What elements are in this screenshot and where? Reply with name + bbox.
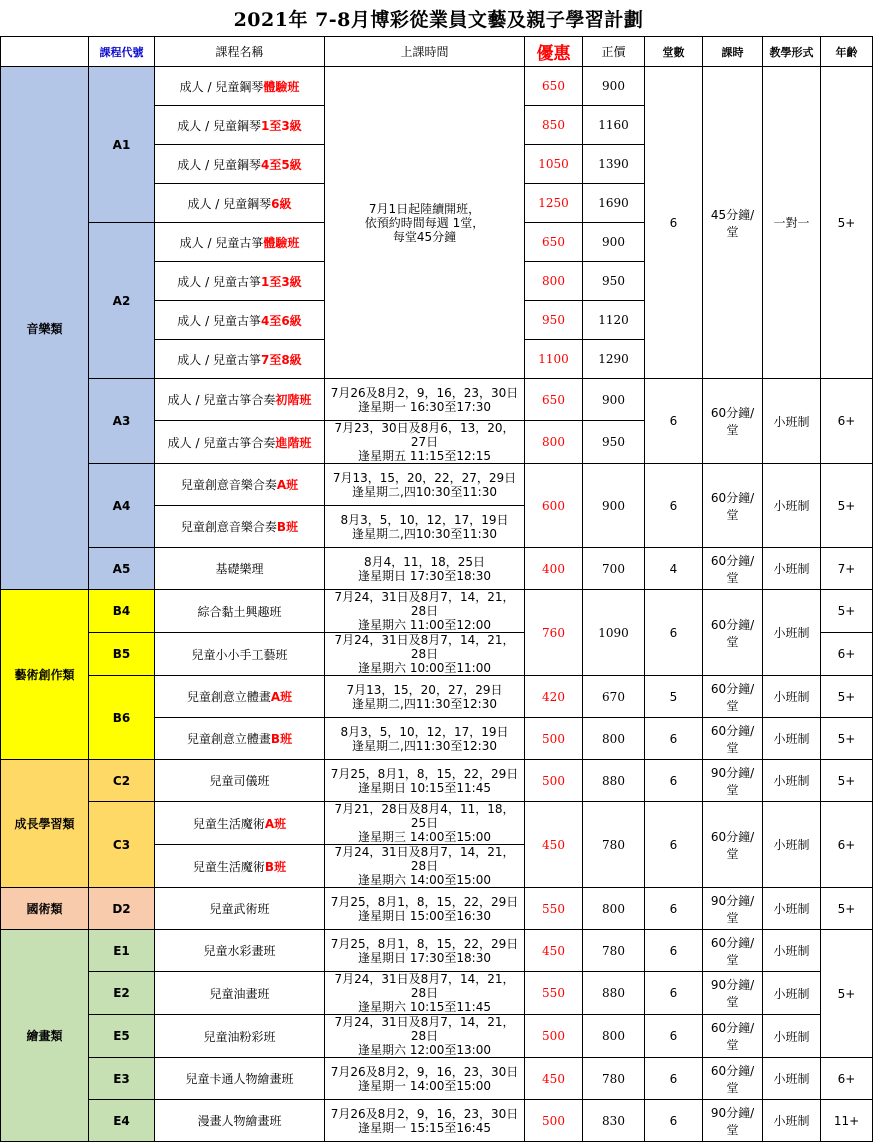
class-time: 7月23，30日及8月6，13，20，27日 逢星期五 11:15至12:15 [325,421,525,464]
course-name: 成人 / 兒童鋼琴4至5級 [155,145,325,184]
course-name: 兒童生活魔術B班 [155,845,325,888]
discount-price: 550 [525,972,583,1015]
regular-price: 1120 [583,301,645,340]
class-time: 7月25，8月1，8，15，22，29日 逢星期日 17:30至18:30 [325,930,525,972]
regular-price: 950 [583,262,645,301]
category-martial: 國術類 [1,888,89,930]
course-name: 成人 / 兒童古箏合奏進階班 [155,421,325,464]
regular-price: 1290 [583,340,645,379]
course-name: 兒童油粉彩班 [155,1015,325,1058]
regular-price: 900 [583,464,645,548]
table-row [1,1100,873,1142]
duration: 90分鐘/堂 [703,760,763,802]
discount-price: 500 [525,760,583,802]
class-time: 7月24，31日及8月7，14，21，28日 逢星期六 11:00至12:00 [325,590,525,633]
category-growth: 成長學習類 [1,760,89,888]
table-row [1,464,873,506]
regular-price: 880 [583,972,645,1015]
discount-price: 800 [525,262,583,301]
code-e3: E3 [89,1058,155,1100]
table-row [1,676,873,718]
course-name: 兒童創意音樂合奏B班 [155,506,325,548]
age: 5+ [821,888,873,930]
regular-price: 900 [583,67,645,106]
class-time: 7月26及8月2，9，16，23，30日 逢星期一 16:30至17:30 [325,379,525,421]
discount-price: 800 [525,421,583,464]
format: 小班制 [763,1100,821,1142]
format: 一對一 [763,67,821,379]
table-row [1,379,873,421]
table-row [1,1058,873,1100]
header-sessions: 堂數 [645,37,703,67]
code-a1: A1 [89,67,155,223]
regular-price: 800 [583,1015,645,1058]
sessions: 6 [645,1058,703,1100]
table-row [1,67,873,106]
format: 小班制 [763,1015,821,1058]
category-drawing: 繪畫類 [1,930,89,1142]
class-time: 7月21，28日及8月4，11，18，25日 逢星期三 14:00至15:00 [325,802,525,845]
regular-price: 1090 [583,590,645,676]
sessions: 6 [645,930,703,972]
discount-price: 450 [525,1058,583,1100]
course-name: 成人 / 兒童古箏1至3級 [155,262,325,301]
format: 小班制 [763,760,821,802]
regular-price: 880 [583,760,645,802]
table-row [1,802,873,845]
course-name: 漫畫人物繪畫班 [155,1100,325,1142]
course-name: 成人 / 兒童鋼琴1至3級 [155,106,325,145]
discount-price: 1250 [525,184,583,223]
class-time: 7月24，31日及8月7，14，21，28日 逢星期六 10:00至11:00 [325,633,525,676]
header-name: 課程名稱 [155,37,325,67]
header-age: 年齡 [821,37,873,67]
code-a2: A2 [89,223,155,379]
format: 小班制 [763,464,821,548]
course-name: 兒童卡通人物繪畫班 [155,1058,325,1100]
duration: 60分鐘/堂 [703,930,763,972]
discount-price: 500 [525,1015,583,1058]
discount-price: 650 [525,223,583,262]
discount-price: 1050 [525,145,583,184]
class-time: 7月26及8月2，9，16，23，30日 逢星期一 14:00至15:00 [325,1058,525,1100]
age: 6+ [821,379,873,464]
class-time: 7月26及8月2，9，16，23，30日 逢星期一 15:15至16:45 [325,1100,525,1142]
duration: 60分鐘/堂 [703,718,763,760]
discount-price: 500 [525,718,583,760]
class-time: 7月13，15，20，22，27，29日 逢星期二,四10:30至11:30 [325,464,525,506]
code-a4: A4 [89,464,155,548]
age: 11+ [821,1100,873,1142]
age: 6+ [821,802,873,888]
duration: 45分鐘/堂 [703,67,763,379]
course-name: 兒童司儀班 [155,760,325,802]
format: 小班制 [763,802,821,888]
sessions: 6 [645,1015,703,1058]
course-name: 兒童小小手工藝班 [155,633,325,676]
header-code: 課程代號 [89,37,155,67]
course-name: 成人 / 兒童古箏體驗班 [155,223,325,262]
course-name: 兒童創意音樂合奏A班 [155,464,325,506]
discount-price: 850 [525,106,583,145]
class-time: 7月24，31日及8月7，14，21，28日 逢星期六 12:00至13:00 [325,1015,525,1058]
sessions: 6 [645,379,703,464]
class-time: 8月3，5，10，12，17，19日 逢星期二,四11:30至12:30 [325,718,525,760]
regular-price: 670 [583,676,645,718]
duration: 60分鐘/堂 [703,802,763,888]
category-music: 音樂類 [1,67,89,590]
sessions: 6 [645,760,703,802]
code-e1: E1 [89,930,155,972]
code-b6: B6 [89,676,155,760]
regular-price: 1390 [583,145,645,184]
sessions: 5 [645,676,703,718]
regular-price: 830 [583,1100,645,1142]
regular-price: 800 [583,888,645,930]
class-time: 8月3，5，10，12，17，19日 逢星期二,四10:30至11:30 [325,506,525,548]
class-time: 7月13，15，20，27，29日 逢星期二,四11:30至12:30 [325,676,525,718]
sessions: 4 [645,548,703,590]
discount-price: 950 [525,301,583,340]
course-name: 成人 / 兒童古箏7至8級 [155,340,325,379]
sessions: 6 [645,802,703,888]
class-time: 7月25，8月1，8，15，22，29日 逢星期日 10:15至11:45 [325,760,525,802]
class-time: 8月4，11，18，25日 逢星期日 17:30至18:30 [325,548,525,590]
regular-price: 780 [583,1058,645,1100]
duration: 60分鐘/堂 [703,676,763,718]
code-c3: C3 [89,802,155,888]
regular-price: 780 [583,930,645,972]
age: 5+ [821,464,873,548]
format: 小班制 [763,972,821,1015]
duration: 60分鐘/堂 [703,1058,763,1100]
age: 5+ [821,590,873,633]
age: 6+ [821,633,873,676]
sessions: 6 [645,590,703,676]
table-row [1,760,873,802]
format: 小班制 [763,379,821,464]
course-name: 成人 / 兒童鋼琴體驗班 [155,67,325,106]
duration: 60分鐘/堂 [703,590,763,676]
discount-price: 500 [525,1100,583,1142]
format: 小班制 [763,1058,821,1100]
discount-price: 550 [525,888,583,930]
format: 小班制 [763,718,821,760]
format: 小班制 [763,590,821,676]
duration: 60分鐘/堂 [703,464,763,548]
code-a5: A5 [89,548,155,590]
format: 小班制 [763,548,821,590]
header-category [1,37,89,67]
age: 5+ [821,760,873,802]
table-row [1,972,873,1015]
regular-price: 780 [583,802,645,888]
duration: 60分鐘/堂 [703,548,763,590]
table-row [1,1015,873,1058]
code-a3: A3 [89,379,155,464]
discount-price: 450 [525,930,583,972]
course-name: 綜合黏土興趣班 [155,590,325,633]
course-name: 基礎樂理 [155,548,325,590]
discount-price: 450 [525,802,583,888]
course-name: 兒童武術班 [155,888,325,930]
sessions: 6 [645,67,703,379]
code-e2: E2 [89,972,155,1015]
table-row [1,590,873,633]
course-name: 兒童生活魔術A班 [155,802,325,845]
duration: 90分鐘/堂 [703,888,763,930]
code-d2: D2 [89,888,155,930]
header-time: 上課時間 [325,37,525,67]
age: 6+ [821,1058,873,1100]
discount-price: 400 [525,548,583,590]
regular-price: 950 [583,421,645,464]
code-b5: B5 [89,633,155,676]
discount-price: 650 [525,379,583,421]
sessions: 6 [645,718,703,760]
code-b4: B4 [89,590,155,633]
table-row [1,930,873,972]
age: 5+ [821,67,873,379]
course-name: 兒童水彩畫班 [155,930,325,972]
regular-price: 700 [583,548,645,590]
header-duration: 課時 [703,37,763,67]
format: 小班制 [763,888,821,930]
regular-price: 1690 [583,184,645,223]
regular-price: 800 [583,718,645,760]
discount-price: 760 [525,590,583,676]
format: 小班制 [763,930,821,972]
regular-price: 900 [583,223,645,262]
course-table [0,36,873,1142]
course-name: 兒童油畫班 [155,972,325,1015]
sessions: 6 [645,464,703,548]
sessions: 6 [645,972,703,1015]
class-time: 7月24，31日及8月7，14，21，28日 逢星期六 10:15至11:45 [325,972,525,1015]
code-c2: C2 [89,760,155,802]
age: 5+ [821,676,873,718]
category-art: 藝術創作類 [1,590,89,760]
age: 7+ [821,548,873,590]
header-price: 正價 [583,37,645,67]
music-time-note: 7月1日起陸續開班， 依預約時間每週 1堂， 每堂45分鐘 [325,67,525,379]
course-name: 兒童創意立體畫A班 [155,676,325,718]
course-name: 成人 / 兒童鋼琴6級 [155,184,325,223]
format: 小班制 [763,676,821,718]
discount-price: 650 [525,67,583,106]
course-name: 兒童創意立體畫B班 [155,718,325,760]
course-name: 成人 / 兒童古箏合奏初階班 [155,379,325,421]
discount-price: 1100 [525,340,583,379]
code-e4: E4 [89,1100,155,1142]
regular-price: 900 [583,379,645,421]
header-format: 教學形式 [763,37,821,67]
header-row [1,37,873,67]
age: 5+ [821,718,873,760]
page-title: 2021年 7-8月博彩從業員文藝及親子學習計劃 [233,8,644,31]
table-row [1,888,873,930]
table-row [1,548,873,590]
class-time: 7月25，8月1，8，15，22，29日 逢星期日 15:00至16:30 [325,888,525,930]
duration: 60分鐘/堂 [703,379,763,464]
sessions: 6 [645,888,703,930]
sessions: 6 [645,1100,703,1142]
regular-price: 1160 [583,106,645,145]
class-time: 7月24，31日及8月7，14，21，28日 逢星期六 14:00至15:00 [325,845,525,888]
discount-price: 420 [525,676,583,718]
discount-price: 600 [525,464,583,548]
duration: 60分鐘/堂 [703,1015,763,1058]
age: 5+ [821,930,873,1058]
code-e5: E5 [89,1015,155,1058]
course-name: 成人 / 兒童古箏4至6級 [155,301,325,340]
duration: 90分鐘/堂 [703,1100,763,1142]
header-discount: 優惠 [525,37,583,67]
duration: 90分鐘/堂 [703,972,763,1015]
